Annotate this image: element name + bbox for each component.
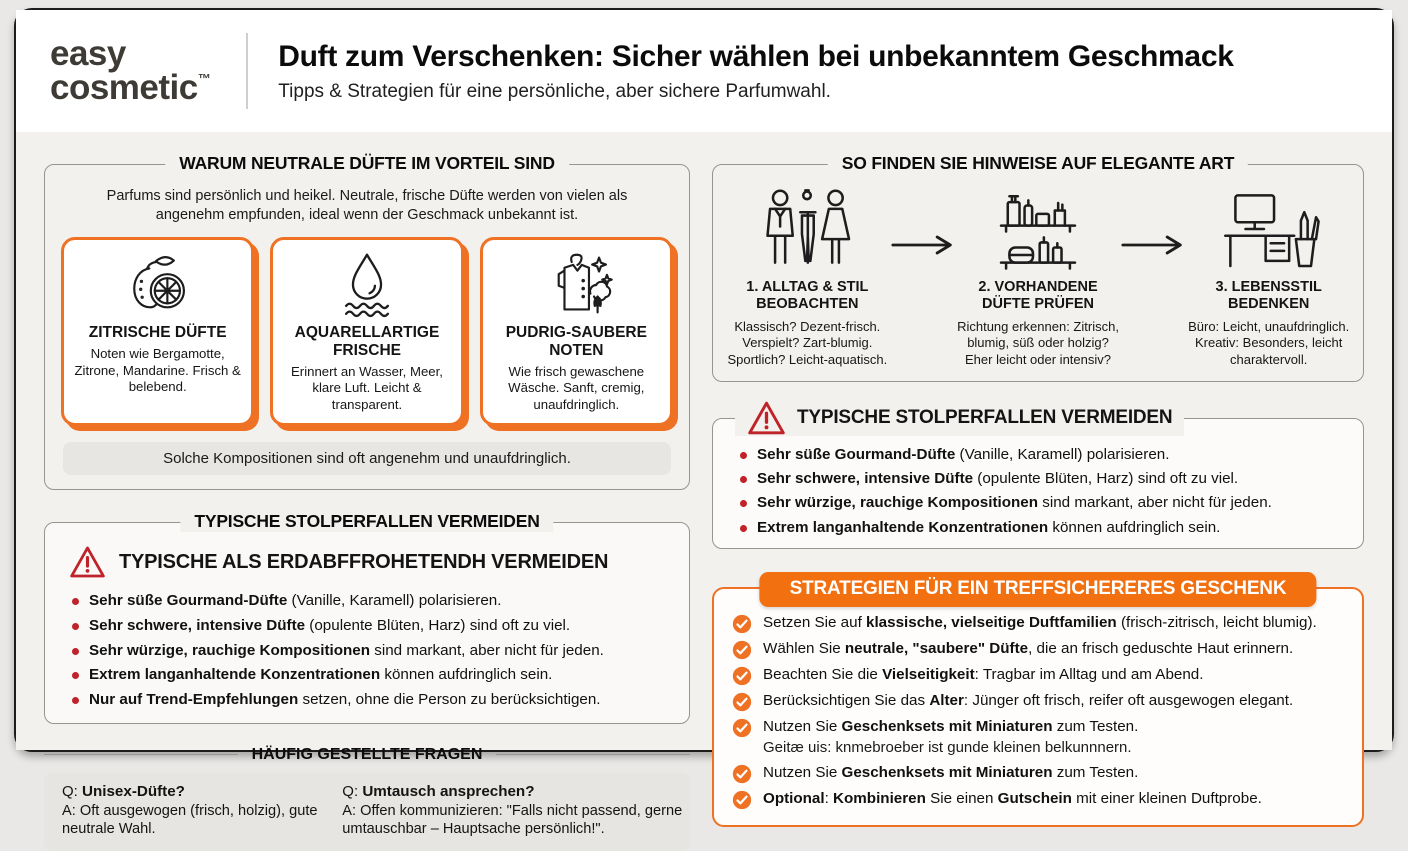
trademark-symbol: ™	[198, 71, 211, 86]
section-pitfalls-left	[44, 522, 690, 723]
couple-style-icon	[725, 185, 890, 271]
strategy-item	[732, 763, 1344, 784]
step-text: Klassisch? Dezent-frisch. Verspielt? Zart-blumig. Sportlich? Leicht-aquatisch.	[725, 319, 890, 369]
citrus-icon	[72, 248, 243, 322]
warning-icon	[69, 545, 106, 579]
advantage-card	[61, 237, 254, 426]
section-pitfalls-right	[712, 418, 1364, 549]
clean-shirt-icon	[491, 248, 662, 322]
faq-answer: A: Offen kommunizieren: "Falls nicht passend, gerne umtauschbar – Hauptsache persönlich!".	[342, 802, 690, 840]
strategy-item	[732, 639, 1344, 660]
pitfalls-heading-row	[69, 545, 665, 579]
header-divider	[246, 33, 248, 109]
strategy-text: Beachten Sie die Vielseitigkeit: Tragbar im Alltag und am Abend.	[763, 665, 1203, 686]
arrow-right-icon	[890, 233, 956, 262]
hint-step	[1186, 185, 1351, 369]
card-text: Erinnert an Wasser, Meer, klare Luft. Leicht & transparent.	[281, 364, 452, 414]
header	[16, 10, 1392, 132]
faq-item	[342, 783, 690, 840]
strategy-text: Setzen Sie auf klassische, vielseitige Duftfamilien (frisch-zitrisch, leicht blumig).	[763, 613, 1317, 634]
advantage-card	[270, 237, 463, 426]
pitfall-bullet: Sehr schwere, intensive Düfte (opulente Blüten, Harz) sind oft zu viel.	[737, 467, 1339, 491]
shelf-products-icon	[956, 185, 1121, 271]
strategy-item	[732, 717, 1344, 758]
strategy-text: Berücksichtigen Sie das Alter: Jünger oft frisch, reifer oft ausgewogen elegant.	[763, 691, 1293, 712]
card-title: AQUARELLARTIGE FRISCHE	[281, 324, 452, 360]
card-title: PUDRIG-SAUBERE NOTEN	[491, 324, 662, 360]
pitfall-bullet: Extrem langanhaltende Konzentrationen können aufdringlich sein.	[737, 516, 1339, 540]
hint-steps	[725, 185, 1351, 369]
faq-question: Q: Umtausch ansprechen?	[342, 783, 690, 800]
section-neutral-advantages	[44, 164, 690, 490]
advantage-card	[480, 237, 673, 426]
strategy-item	[732, 665, 1344, 686]
strategy-item	[732, 789, 1344, 810]
check-circle-icon	[732, 614, 752, 634]
section-title-pitfalls-right: TYPISCHE STOLPERFALLEN VERMEIDEN	[797, 407, 1172, 429]
advantages-note: Solche Kompositionen sind oft angenehm und unaufdringlich.	[63, 442, 671, 475]
infographic-panel	[14, 8, 1394, 752]
advantage-cards	[59, 237, 675, 426]
pitfall-bullet: Sehr süße Gourmand-Düfte (Vanille, Karamell) polarisieren.	[737, 443, 1339, 467]
pitfalls-heading: TYPISCHE ALS ERDABFFROHETENDH VERMEIDEN	[119, 551, 608, 574]
pitfall-bullet: Nur auf Trend-Empfehlungen setzen, ohne die Person zu berücksichtigen.	[69, 688, 665, 713]
strategy-subnote: Geitæ uis: knmebroeber ist gunde kleinen belkunnnern.	[763, 738, 1138, 758]
step-text: Richtung erkennen: Zitrisch, blumig, süß oder holzig? Eher leicht oder intensiv?	[956, 319, 1121, 369]
section-faq	[44, 746, 690, 851]
faq-answer: A: Oft ausgewogen (frisch, holzig), gute neutrale Wahl.	[62, 802, 324, 840]
right-column	[712, 150, 1364, 740]
strategies-header: STRATEGIEN FÜR EIN TREFFSICHERERES GESCHENK	[759, 572, 1316, 607]
faq-question: Q: Unisex-Düfte?	[62, 783, 324, 800]
page-subtitle: Tipps & Strategien für eine persönliche, aber sichere Parfumwahl.	[278, 81, 1233, 103]
hint-step	[956, 185, 1121, 369]
section-title-advantages: WARUM NEUTRALE DÜFTE IM VORTEIL SIND	[165, 153, 569, 174]
card-text: Wie frisch gewaschene Wäsche. Sanft, cremig, unaufdringlich.	[491, 364, 662, 414]
arrow-right-icon	[1120, 233, 1186, 262]
strategy-item	[732, 691, 1344, 712]
pitfall-bullet: Sehr süße Gourmand-Düfte (Vanille, Karamell) polarisieren.	[69, 589, 665, 614]
faq-item	[62, 783, 324, 840]
advantages-intro: Parfums sind persönlich und heikel. Neutrale, frische Düfte werden von vielen als angenehm empfunden, ideal wenn der Geschmack unbekannt ist.	[87, 187, 647, 225]
check-circle-icon	[732, 764, 752, 784]
strategy-text: Optional: Kombinieren Sie einen Gutschein mit einer kleinen Duftprobe.	[763, 789, 1262, 810]
faq-title: HÄUFIG GESTELLTE FRAGEN	[44, 746, 690, 764]
check-circle-icon	[732, 718, 752, 738]
faq-box	[44, 773, 690, 851]
strategy-text: Nutzen Sie Geschenksets mit Miniaturen zum Testen. Geitæ uis: knmebroeber ist gunde kleinen belkunnnern.	[763, 717, 1138, 758]
step-title: 2. VORHANDENE DÜFTE PRÜFEN	[956, 279, 1121, 314]
strategy-text: Wählen Sie neutrale, "saubere" Düfte, die an frisch geduschte Haut erinnern.	[763, 639, 1293, 660]
step-title: 3. LEBENSSTIL BEDENKEN	[1186, 279, 1351, 314]
logo-line1: easy	[50, 34, 126, 73]
check-circle-icon	[732, 692, 752, 712]
section-hints	[712, 164, 1364, 382]
desk-lifestyle-icon	[1186, 185, 1351, 271]
step-text: Büro: Leicht, unaufdringlich. Kreativ: Besonders, leicht charaktervoll.	[1186, 319, 1351, 369]
page-title: Duft zum Verschenken: Sicher wählen bei unbekanntem Geschmack	[278, 40, 1233, 74]
section-title-pitfalls-left: TYPISCHE STOLPERFALLEN VERMEIDEN	[180, 511, 553, 532]
pitfall-bullet: Sehr würzige, rauchige Kompositionen sind markant, aber nicht für jeden.	[737, 491, 1339, 515]
strategy-item	[732, 613, 1344, 634]
pitfalls-list-right	[737, 443, 1339, 540]
pitfalls-list-left	[69, 589, 665, 712]
card-text: Noten wie Bergamotte, Zitrone, Mandarine. Frisch & belebend.	[72, 346, 243, 396]
section-title-hints: SO FINDEN SIE HINWEISE AUF ELEGANTE ART	[828, 153, 1248, 174]
strategies-list	[732, 613, 1344, 810]
logo-line2: cosmetic	[50, 68, 198, 107]
strategy-text: Nutzen Sie Geschenksets mit Miniaturen zum Testen.	[763, 763, 1138, 784]
pitfall-bullet: Extrem langanhaltende Konzentrationen können aufdringlich sein.	[69, 663, 665, 688]
left-column	[44, 150, 690, 740]
hint-step	[725, 185, 890, 369]
pitfall-bullet: Sehr schwere, intensive Düfte (opulente Blüten, Harz) sind oft zu viel.	[69, 614, 665, 639]
warning-icon	[747, 400, 786, 436]
card-title: ZITRISCHE DÜFTE	[72, 324, 243, 342]
pitfall-bullet: Sehr würzige, rauchige Kompositionen sind markant, aber nicht für jeden.	[69, 639, 665, 664]
water-drop-icon	[281, 248, 452, 322]
pitfalls-right-heading-row	[735, 400, 1184, 436]
content-area	[16, 132, 1392, 750]
check-circle-icon	[732, 790, 752, 810]
step-title: 1. ALLTAG & STIL BEOBACHTEN	[725, 279, 890, 314]
check-circle-icon	[732, 640, 752, 660]
brand-logo	[50, 37, 210, 106]
check-circle-icon	[732, 666, 752, 686]
section-strategies	[712, 587, 1364, 827]
